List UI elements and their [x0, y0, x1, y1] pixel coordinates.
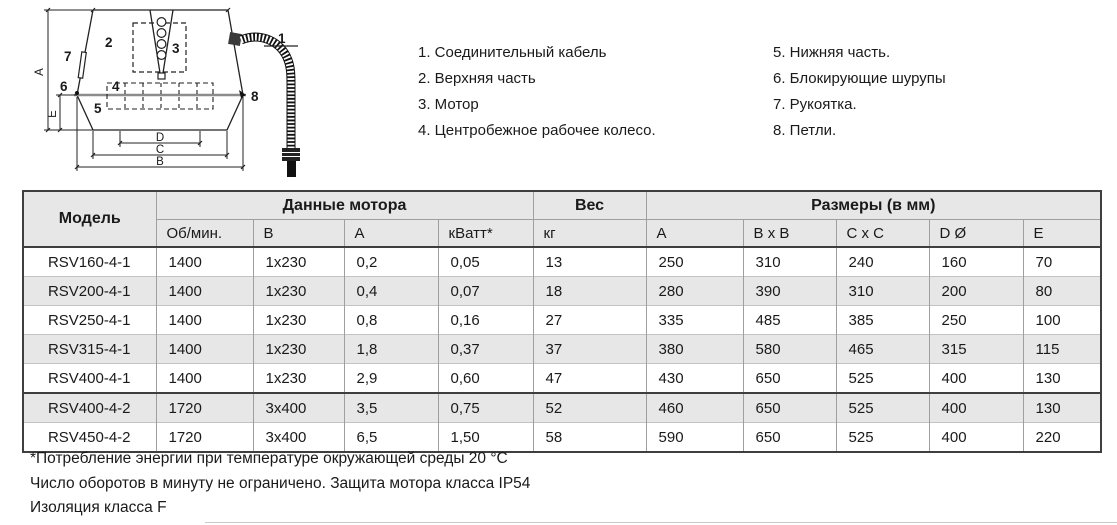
cell-dim-d: 160 — [929, 247, 1023, 277]
table-row — [23, 277, 1101, 306]
cell-kg: 58 — [533, 423, 646, 453]
cable-gland — [228, 32, 242, 46]
legend-item: 2. Верхняя часть — [418, 70, 536, 87]
cell-dim-b: 310 — [743, 247, 836, 277]
cell-dim-a: 380 — [646, 335, 743, 364]
cell-dim-d: 400 — [929, 364, 1023, 394]
cell-kg: 37 — [533, 335, 646, 364]
col-header-volt: В — [253, 220, 344, 248]
cell-dim-d: 315 — [929, 335, 1023, 364]
motor-shaft-tip — [158, 73, 165, 79]
cell-amp: 2,9 — [344, 364, 438, 394]
table-row — [23, 306, 1101, 335]
legend-item: 4. Центробежное рабочее колесо. — [418, 122, 656, 139]
cell-kwatt: 0,37 — [438, 335, 533, 364]
cell-model: RSV400-4-2 — [23, 393, 156, 423]
cell-kwatt: 0,16 — [438, 306, 533, 335]
col-header-kg: кг — [533, 220, 646, 248]
footnote-line: Изоляция класса F — [30, 499, 167, 516]
cell-dim-c: 525 — [836, 393, 929, 423]
callout-4: 4 — [112, 79, 120, 94]
cell-dim-d: 400 — [929, 393, 1023, 423]
cell-dim-c: 385 — [836, 306, 929, 335]
connection-cable — [241, 37, 291, 148]
cell-dim-e: 115 — [1023, 335, 1101, 364]
cell-dim-d: 200 — [929, 277, 1023, 306]
cell-amp: 6,5 — [344, 423, 438, 453]
fan-bottom-housing — [77, 95, 243, 130]
cell-volt: 3x400 — [253, 393, 344, 423]
cell-rpm: 1400 — [156, 277, 253, 306]
cell-dim-d: 400 — [929, 423, 1023, 453]
cell-dim-c: 240 — [836, 247, 929, 277]
legend-item: 8. Петли. — [773, 122, 837, 139]
col-header-rpm: Об/мин. — [156, 220, 253, 248]
cell-volt: 1x230 — [253, 335, 344, 364]
col-header-amp: А — [344, 220, 438, 248]
cell-model: RSV400-4-1 — [23, 364, 156, 394]
callout-6: 6 — [60, 79, 68, 94]
legend-item: 3. Мотор — [418, 96, 479, 113]
cell-dim-b: 390 — [743, 277, 836, 306]
legend-item: 5. Нижняя часть. — [773, 44, 891, 61]
cell-volt: 1x230 — [253, 247, 344, 277]
legend-item: 1. Соединительный кабель — [418, 44, 607, 61]
table-row — [23, 335, 1101, 364]
cable-end-stub — [287, 161, 296, 177]
cell-dim-c: 310 — [836, 277, 929, 306]
cell-rpm: 1400 — [156, 306, 253, 335]
cell-dim-c: 465 — [836, 335, 929, 364]
cell-dim-a: 430 — [646, 364, 743, 394]
callout-5: 5 — [94, 101, 102, 116]
table-row — [23, 247, 1101, 277]
cell-dim-c: 525 — [836, 364, 929, 394]
footnote-line: *Потребление энергии при температуре окружающей среды 20 °C — [30, 450, 508, 467]
cell-volt: 1x230 — [253, 364, 344, 394]
cell-dim-b: 485 — [743, 306, 836, 335]
cell-dim-a: 590 — [646, 423, 743, 453]
fan-technical-drawing — [0, 0, 400, 185]
cell-volt: 1x230 — [253, 306, 344, 335]
dim-label-d: D — [155, 132, 165, 144]
legend-item: 7. Рукоятка. — [773, 96, 857, 113]
header-group-row — [23, 191, 1101, 220]
parts-legend-right — [773, 40, 946, 144]
header-sub-row — [23, 220, 1101, 248]
col-group-dimensions: Размеры (в мм) — [646, 191, 1101, 220]
col-group-motor-data: Данные мотора — [156, 191, 533, 220]
cell-rpm: 1720 — [156, 393, 253, 423]
col-header-kwatt: кВатт* — [438, 220, 533, 248]
cell-kwatt: 0,75 — [438, 393, 533, 423]
callout-2: 2 — [105, 35, 113, 50]
cell-amp: 0,4 — [344, 277, 438, 306]
cell-dim-a: 460 — [646, 393, 743, 423]
cell-volt: 3x400 — [253, 423, 344, 453]
dim-label-a: A — [34, 68, 46, 76]
cell-kwatt: 0,05 — [438, 247, 533, 277]
table-header — [23, 191, 1101, 247]
callout-3: 3 — [172, 41, 180, 56]
table-row — [23, 364, 1101, 394]
table-body — [23, 247, 1101, 452]
cell-dim-a: 250 — [646, 247, 743, 277]
cell-kg: 52 — [533, 393, 646, 423]
cell-amp: 3,5 — [344, 393, 438, 423]
col-header-model: Модель — [23, 191, 156, 247]
cell-dim-a: 280 — [646, 277, 743, 306]
cell-dim-e: 80 — [1023, 277, 1101, 306]
cell-amp: 1,8 — [344, 335, 438, 364]
cell-model: RSV450-4-2 — [23, 423, 156, 453]
cell-amp: 0,8 — [344, 306, 438, 335]
col-header-dim-c: C x C — [836, 220, 929, 248]
cell-kg: 47 — [533, 364, 646, 394]
cell-rpm: 1400 — [156, 247, 253, 277]
cell-dim-b: 650 — [743, 393, 836, 423]
parts-legend-left — [418, 40, 656, 144]
footnotes — [30, 447, 530, 521]
cable-fitting — [282, 148, 300, 161]
col-header-dim-d: D Ø — [929, 220, 1023, 248]
specification-table — [22, 190, 1102, 453]
cell-dim-e: 130 — [1023, 364, 1101, 394]
cell-dim-b: 650 — [743, 423, 836, 453]
cell-model: RSV250-4-1 — [23, 306, 156, 335]
cell-amp: 0,2 — [344, 247, 438, 277]
cell-model: RSV160-4-1 — [23, 247, 156, 277]
cell-volt: 1x230 — [253, 277, 344, 306]
cell-dim-b: 650 — [743, 364, 836, 394]
col-header-dim-b: B x B — [743, 220, 836, 248]
callout-8: 8 — [251, 89, 259, 104]
dim-label-c: C — [155, 144, 165, 156]
col-header-dim-a: A — [646, 220, 743, 248]
cell-dim-d: 250 — [929, 306, 1023, 335]
cell-dim-e: 100 — [1023, 306, 1101, 335]
legend-item: 6. Блокирующие шурупы — [773, 70, 946, 87]
cell-dim-c: 525 — [836, 423, 929, 453]
callout-1: 1 — [278, 31, 286, 46]
cell-kg: 27 — [533, 306, 646, 335]
cell-kwatt: 0,07 — [438, 277, 533, 306]
page-bottom-rule — [205, 522, 1117, 523]
cell-rpm: 1400 — [156, 364, 253, 394]
cell-dim-a: 335 — [646, 306, 743, 335]
cell-dim-e: 130 — [1023, 393, 1101, 423]
col-header-dim-e: E — [1023, 220, 1101, 248]
cell-kg: 13 — [533, 247, 646, 277]
table-row — [23, 393, 1101, 423]
footnote-line: Число оборотов в минуту не ограничено. Защита мотора класса IP54 — [30, 474, 531, 492]
cell-dim-b: 580 — [743, 335, 836, 364]
cell-kg: 18 — [533, 277, 646, 306]
dim-label-b: B — [156, 156, 164, 168]
cell-rpm: 1400 — [156, 335, 253, 364]
cell-kwatt: 1,50 — [438, 423, 533, 453]
cell-kwatt: 0,60 — [438, 364, 533, 394]
col-group-weight: Вес — [533, 191, 646, 220]
callout-7: 7 — [64, 49, 72, 64]
cell-model: RSV200-4-1 — [23, 277, 156, 306]
cell-model: RSV315-4-1 — [23, 335, 156, 364]
cell-rpm: 1720 — [156, 423, 253, 453]
cell-dim-e: 70 — [1023, 247, 1101, 277]
locking-screw-marker — [75, 91, 79, 95]
dim-label-e: E — [47, 110, 59, 118]
cell-dim-e: 220 — [1023, 423, 1101, 453]
